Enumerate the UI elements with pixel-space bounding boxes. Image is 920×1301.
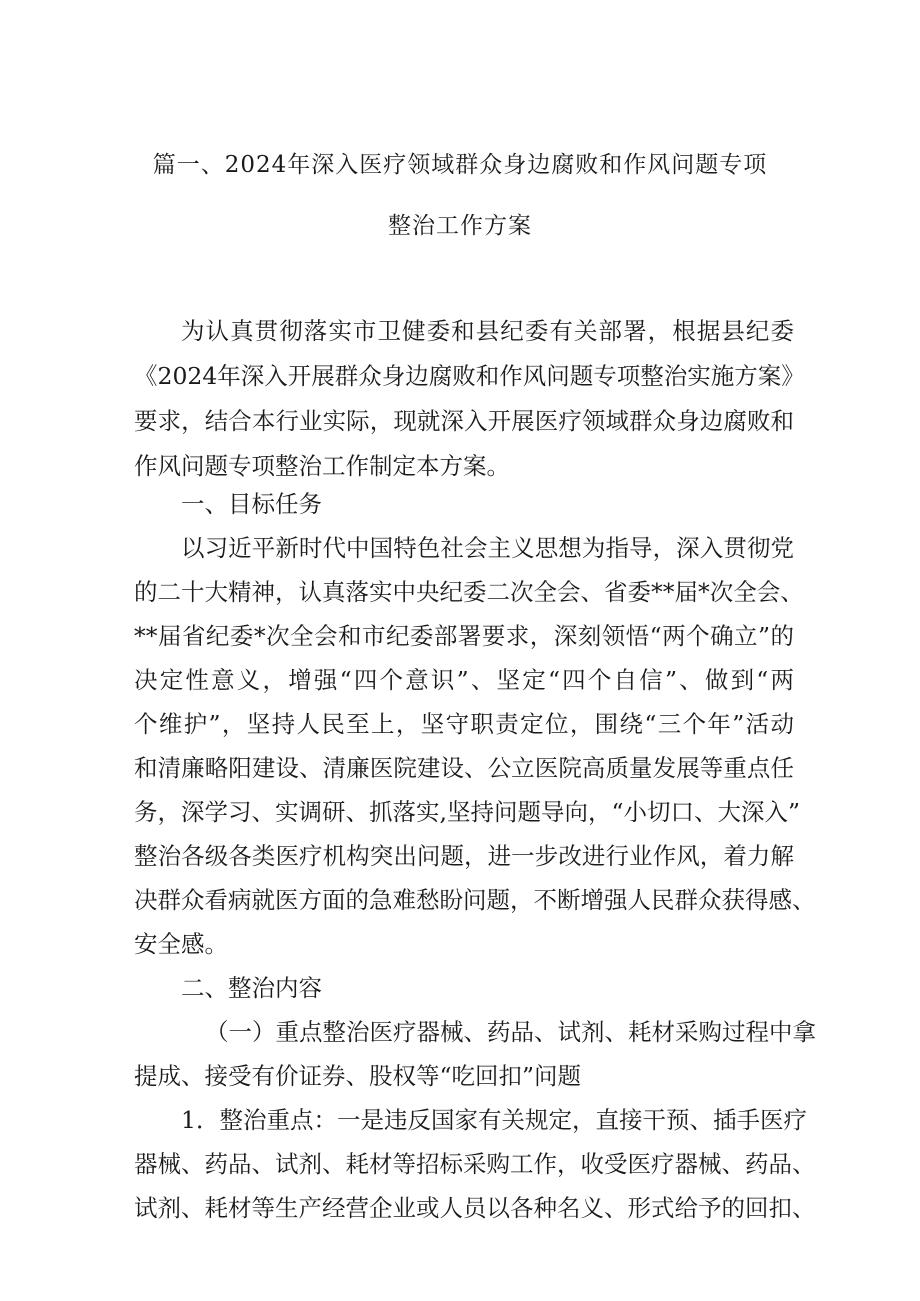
section1-line-9: 决群众看病就医方面的急难愁盼问题，不断增强人民群众获得感、 [134,886,816,914]
section1-line-3: **届省纪委*次全会和市纪委部署要求，深刻领悟“两个确立”的 [134,622,794,650]
section1-line-7: 务，深学习、实调研、抓落实,坚持问题导向，“小切口、大深入” [134,798,800,826]
document-title-line-1: 篇一、2024年深入医疗领域群众身边腐败和作风问题专项 [152,152,768,178]
document-title-line-2: 整治工作方案 [388,213,532,239]
section1-line-10: 安全感。 [134,930,228,958]
section1-line-1: 以习近平新时代中国特色社会主义思想为指导，深入贯彻党 [181,534,794,562]
section1-line-2: 的二十大精神，认真落实中央纪委二次全会、省委**届*次全会、 [134,578,804,606]
item1-line-3: 试剂、耗材等生产经营企业或人员以各种名义、形式给予的回扣、 [134,1194,816,1222]
section1-line-6: 和清廉略阳建设、清廉医院建设、公立医院高质量发展等重点任 [134,754,794,782]
subsection1-line-2: 提成、接受有价证券、股权等“吃回扣”问题 [134,1062,582,1090]
item1-line-1: 1．整治重点：一是违反国家有关规定，直接干预、插手医疗 [181,1106,807,1134]
item1-line-2: 器械、药品、试剂、耗材等招标采购工作，收受医疗器械、药品、 [134,1150,816,1178]
section1-line-8: 整治各级各类医疗机构突出问题，进一步改进行业作风，着力解 [134,842,794,870]
subsection1-line-1: （一）重点整治医疗器械、药品、试剂、耗材采购过程中拿 [205,1018,816,1046]
section-heading-2: 二、整治内容 [181,974,322,1002]
intro-line-2: 《2024年深入开展群众身边腐败和作风问题专项整治实施方案》 [134,362,805,390]
section-heading-1: 一、目标任务 [181,490,322,518]
intro-line-1: 为认真贯彻落实市卫健委和县纪委有关部署，根据县纪委 [181,317,794,345]
intro-line-3: 要求，结合本行业实际，现就深入开展医疗领域群众身边腐败和 [134,407,794,435]
section1-line-4: 决定性意义，增强“四个意识”、坚定“四个自信”、做到“两 [134,666,794,694]
section1-line-5: 个维护”，坚持人民至上，坚守职责定位，围绕“三个年”活动 [134,710,794,738]
intro-line-4: 作风问题专项整治工作制定本方案。 [134,452,510,480]
